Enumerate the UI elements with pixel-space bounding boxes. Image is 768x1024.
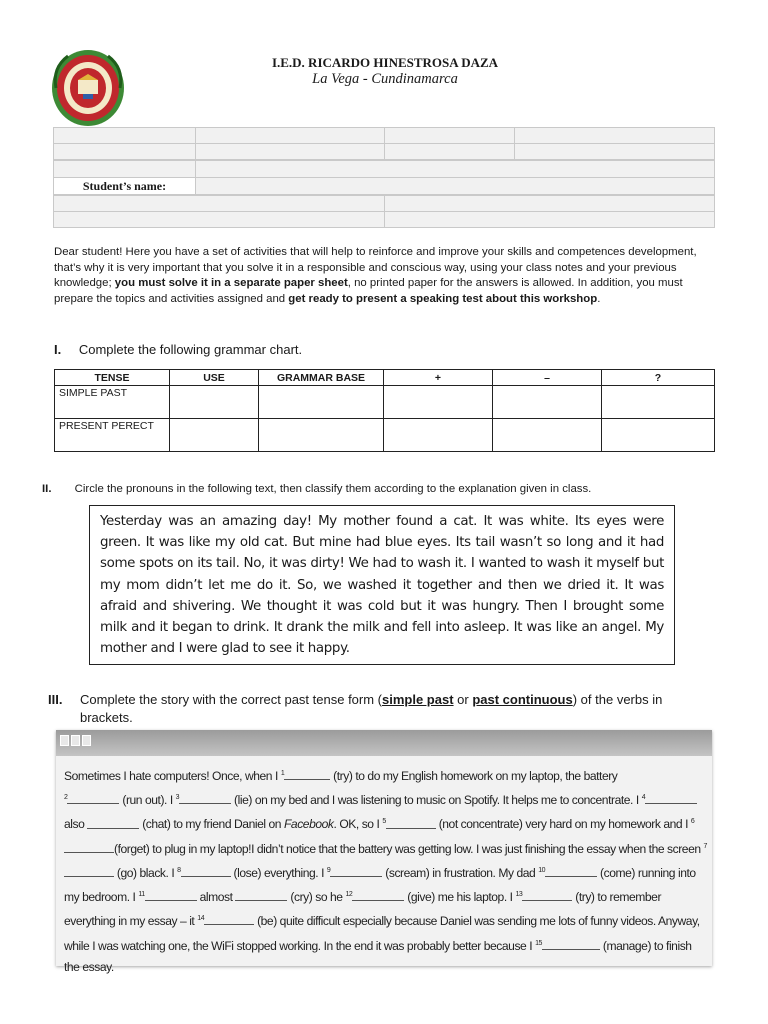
story-fragment: (forget) to plug in my laptop!I didn’t notice that the battery was getting low. I was just finishing the essay when the screen (114, 841, 704, 856)
story-fragment: (try) to do my English homework on my laptop, the battery (330, 769, 618, 784)
answer-cell[interactable] (493, 386, 602, 419)
answer-blank[interactable] (386, 817, 436, 829)
blank-number: 11 (138, 891, 145, 899)
story-fragment: (not concentrate) very hard on my homework and I (435, 817, 691, 832)
answer-blank[interactable] (330, 865, 382, 877)
blank-number: 10 (538, 866, 546, 874)
info-cell[interactable] (515, 128, 715, 144)
story-fragment: (be) quite difficult especially because Daniel was sending me lots of funny videos. Anyway, while I was watching one, the WiFi stopped working. In the end it was probably better because I (64, 914, 700, 953)
answer-blank[interactable] (645, 792, 697, 804)
info-cell[interactable] (196, 144, 385, 160)
answer-cell[interactable] (384, 419, 493, 452)
blank-number: 14 (197, 915, 205, 923)
blank-number: 3 (175, 794, 180, 802)
info-cell[interactable] (385, 212, 715, 228)
info-cell[interactable] (54, 144, 196, 160)
info-cell[interactable] (385, 196, 715, 212)
chart-header: TENSE (55, 370, 170, 386)
chart-header: USE (170, 370, 259, 386)
story-fragment: (lose) everything. I (230, 865, 327, 880)
answer-blank[interactable] (145, 889, 197, 901)
answer-cell[interactable] (384, 386, 493, 419)
intro-text: , no printed paper for the answers is allowed. In addition, you must prepare the topics and activities assigned and (54, 277, 683, 306)
info-cell[interactable] (196, 161, 715, 178)
school-crest-logo (50, 48, 126, 128)
blank-number: 12 (345, 891, 353, 899)
blank-number: 8 (177, 866, 181, 874)
story-fragment: Facebook (283, 817, 334, 832)
answer-blank[interactable] (545, 865, 597, 877)
section-3-heading (48, 691, 718, 725)
answer-blank[interactable] (67, 792, 119, 804)
story-fragment: (chat) to my friend Daniel on (139, 817, 284, 832)
blank-number: 1 (280, 770, 285, 777)
answer-blank[interactable] (64, 865, 114, 877)
blank-number: 7 (703, 842, 707, 850)
story-fragment: (scream) in frustration. My dad (382, 865, 539, 880)
school-name: I.E.D. RICARDO HINESTROSA DAZA (271, 55, 499, 70)
student-name-grid (53, 160, 715, 195)
blank-number: 15 (535, 939, 542, 947)
story-fragment: (lie) on my bed and I was listening to music on Spotify. It helps me to concentrate. I (231, 793, 642, 808)
answer-cell[interactable] (259, 386, 384, 419)
section-number: I. (54, 342, 62, 357)
instruction-bold: past continuous (472, 692, 573, 707)
section-2-heading (42, 483, 591, 495)
blank-number: 5 (382, 818, 386, 826)
answer-blank[interactable] (87, 817, 139, 829)
story-fragment: also (64, 817, 88, 832)
answer-blank[interactable] (235, 889, 287, 901)
instruction-bold: simple past (382, 692, 454, 707)
answer-blank[interactable] (352, 889, 404, 901)
story-fragment: . OK, so I (333, 817, 383, 832)
pronoun-text-box: Yesterday was an amazing day! My mother found a cat. It was white. Its eyes were green. It was like my old cat. But mine had blue eyes. Its tail wasn’t so long and it had some spots on its tail. No, it was dirty! We had to wash it. I wanted to wash it myself but my mom didn’t let me do it. So, we washed it together and then we dried it. It was afraid and shivering. We thought it was cold but it was hungry. Then I brought some milk and it began to drink. It drank the milk and fell into asleep. It was like an angel. My mother and I were glad to see it happy. (89, 505, 675, 665)
answer-blank[interactable] (522, 889, 572, 901)
answer-blank[interactable] (181, 865, 231, 877)
tense-cell: PRESENT PERECT (55, 419, 170, 452)
student-extra-grid (53, 195, 715, 228)
story-text (64, 763, 709, 978)
answer-cell[interactable] (259, 419, 384, 452)
story-box-header (56, 730, 712, 756)
story-fragment: Sometimes I hate computers! Once, when I (64, 769, 281, 784)
story-fragment: (come) running into my bedroom. I (64, 865, 696, 905)
info-cell[interactable] (54, 161, 196, 178)
blank-number: 6 (690, 818, 695, 826)
square-icon (82, 735, 91, 746)
instruction-text: Complete the story with the correct past tense form ( (80, 692, 383, 707)
student-info-grid (53, 127, 715, 160)
info-cell[interactable] (54, 212, 385, 228)
story-fragment: (give) me his laptop. I (404, 890, 516, 905)
answer-blank[interactable] (179, 792, 231, 804)
story-fragment: almost (196, 890, 236, 905)
intro-bold-instruction: you must solve it in a separate paper sheet (114, 277, 348, 290)
info-cell[interactable] (385, 128, 515, 144)
section-number: II. (42, 483, 52, 495)
intro-paragraph (54, 245, 720, 308)
chart-header: – (493, 370, 602, 386)
story-fragment: (cry) so he (287, 890, 346, 905)
student-name-field[interactable] (196, 178, 715, 195)
info-cell[interactable] (385, 144, 515, 160)
info-cell[interactable] (54, 196, 385, 212)
answer-cell[interactable] (602, 419, 715, 452)
answer-cell[interactable] (602, 386, 715, 419)
blank-number: 13 (515, 891, 523, 899)
section-number: III. (48, 692, 63, 707)
story-fragment: (run out). I (119, 793, 176, 808)
section-1-heading (54, 342, 302, 357)
section-instruction: Complete the following grammar chart. (78, 342, 303, 357)
info-cell[interactable] (196, 128, 385, 144)
answer-cell[interactable] (170, 386, 259, 419)
answer-blank[interactable] (284, 768, 330, 780)
intro-text: . (597, 293, 601, 306)
answer-cell[interactable] (170, 419, 259, 452)
blank-number: 4 (641, 794, 646, 802)
chart-header: ? (602, 370, 715, 386)
info-cell[interactable] (515, 144, 715, 160)
square-icon (71, 735, 80, 746)
instruction-text: ) of the verbs in brackets. (80, 692, 663, 725)
section-instruction: Circle the pronouns in the following text, then classify them according to the explanation given in class. (74, 483, 592, 495)
blank-number: 9 (326, 866, 331, 874)
grammar-chart (54, 369, 715, 452)
chart-header: + (384, 370, 493, 386)
story-box (56, 730, 712, 974)
instruction-text: or (453, 692, 473, 707)
student-name-label: Student’s name: (54, 178, 196, 195)
section-instruction (80, 691, 710, 727)
intro-text: Dear student! Here you have a set of activities that will help to reinforce and improve your skills and competences development, that’s why it is very important that you solve it in a responsible and conscious way, using your class notes and your previous knowledge; (54, 246, 697, 290)
info-cell[interactable] (54, 128, 196, 144)
answer-blank[interactable] (542, 938, 600, 950)
answer-blank[interactable] (64, 841, 114, 853)
square-icon (60, 735, 69, 746)
chart-header: GRAMMAR BASE (259, 370, 384, 386)
intro-bold-instruction: get ready to present a speaking test about this workshop (288, 293, 598, 306)
story-fragment: (try) to remember everything in my essay – it (64, 890, 662, 929)
answer-blank[interactable] (204, 913, 254, 925)
blank-number: 2 (64, 794, 68, 802)
school-location: La Vega - Cundinamarca (312, 71, 458, 87)
answer-cell[interactable] (493, 419, 602, 452)
tense-cell: SIMPLE PAST (55, 386, 170, 419)
story-fragment: (manage) to finish the essay. (64, 938, 692, 974)
story-fragment: (go) black. I (114, 865, 178, 880)
